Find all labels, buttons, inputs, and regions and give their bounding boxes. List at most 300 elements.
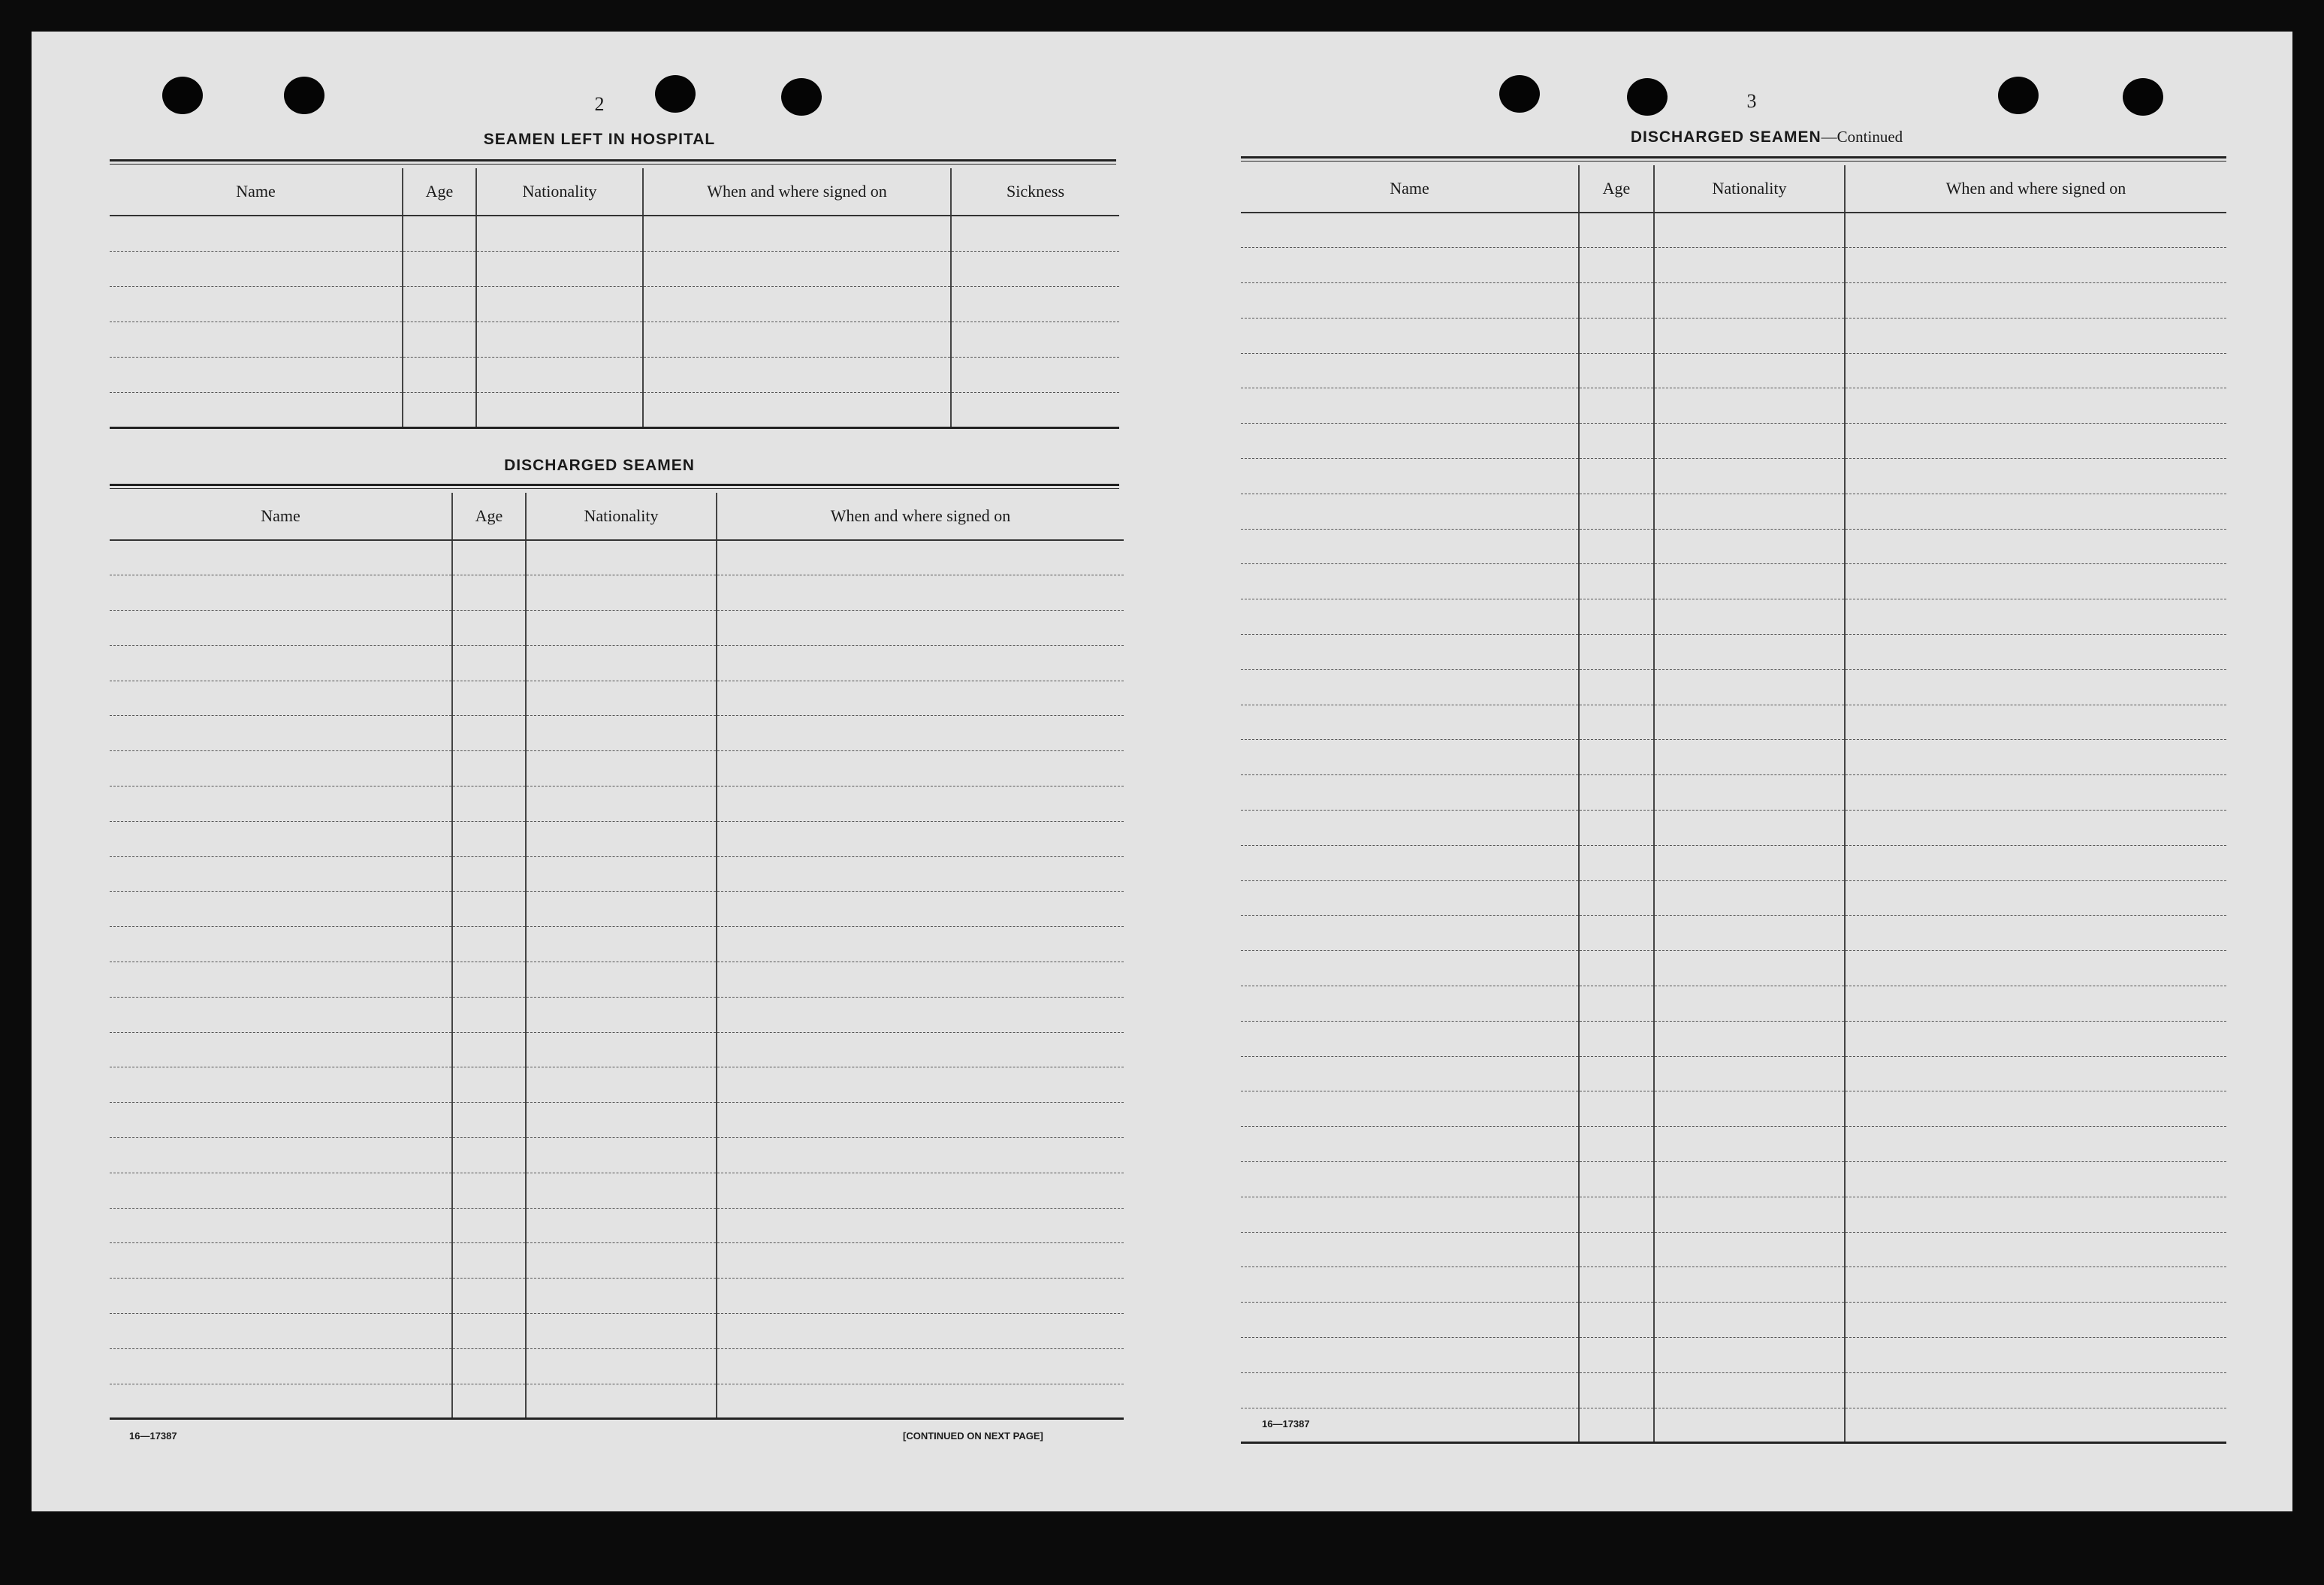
table-cell[interactable] [1241,635,1579,670]
table-cell[interactable] [526,1173,717,1208]
table-cell[interactable] [1654,951,1845,986]
table-row [1241,916,2226,951]
table-cell[interactable] [1579,986,1654,1022]
table-cell[interactable] [526,821,717,856]
table-cell[interactable] [1845,599,2226,635]
table-cell[interactable] [1845,669,2226,705]
table-cell[interactable] [1241,1267,1579,1303]
table-cell[interactable] [476,357,643,392]
table-cell[interactable] [1845,775,2226,811]
table-cell[interactable] [1654,248,1845,283]
table-cell[interactable] [452,821,526,856]
table-cell[interactable] [1241,1056,1579,1091]
table-cell[interactable] [110,1208,452,1243]
table-cell[interactable] [452,856,526,892]
table-cell[interactable] [452,540,526,575]
table-cell[interactable] [1654,1338,1845,1373]
table-cell[interactable] [1579,916,1654,951]
table-cell[interactable] [110,611,452,646]
table-cell[interactable] [1579,880,1654,916]
table-cell[interactable] [452,575,526,611]
table-cell[interactable] [951,216,1119,251]
table-cell[interactable] [717,1103,1124,1138]
table-cell[interactable] [1579,1232,1654,1267]
table-cell[interactable] [717,962,1124,998]
table-cell[interactable] [1241,529,1579,564]
table-cell[interactable] [526,1138,717,1173]
table-cell[interactable] [717,1279,1124,1314]
table-cell[interactable] [1579,353,1654,388]
table-cell[interactable] [1654,599,1845,635]
table-cell[interactable] [1654,1372,1845,1408]
table-cell[interactable] [1845,740,2226,775]
table-cell[interactable] [717,786,1124,822]
table-cell[interactable] [403,216,476,251]
table-cell[interactable] [1241,494,1579,529]
table-cell[interactable] [1845,1021,2226,1056]
table-cell[interactable] [110,322,403,357]
table-cell[interactable] [1654,705,1845,740]
table-cell[interactable] [717,681,1124,716]
table-cell[interactable] [1579,318,1654,353]
table-row [1241,669,2226,705]
table-cell[interactable] [110,357,403,392]
form-sheet [32,32,2292,1511]
table-cell[interactable] [1845,1372,2226,1408]
table-cell[interactable] [1579,213,1654,248]
table-cell[interactable] [1654,775,1845,811]
table-cell[interactable] [476,251,643,286]
table-cell[interactable] [1241,599,1579,635]
table-cell[interactable] [1654,1232,1845,1267]
table-cell[interactable] [1654,1162,1845,1197]
table-cell[interactable] [452,927,526,962]
table-cell[interactable] [110,751,452,786]
page-number: 2 [594,93,605,115]
table-cell[interactable] [717,645,1124,681]
table-cell[interactable] [1241,845,1579,880]
table-cell[interactable] [1654,283,1845,319]
table-cell[interactable] [1654,1197,1845,1232]
table-cell[interactable] [110,251,403,286]
table-cell[interactable] [526,1243,717,1279]
table-cell[interactable] [1579,459,1654,494]
table-cell[interactable] [526,786,717,822]
table-cell[interactable] [951,251,1119,286]
table-cell[interactable] [717,751,1124,786]
table-cell[interactable] [717,1032,1124,1067]
table-cell[interactable] [1845,424,2226,459]
table-cell[interactable] [110,716,452,751]
table-cell[interactable] [1241,1197,1579,1232]
table-cell[interactable] [717,540,1124,575]
table-cell[interactable] [717,1138,1124,1173]
table-cell[interactable] [110,216,403,251]
table-cell[interactable] [403,357,476,392]
table-cell[interactable] [643,357,951,392]
table-cell[interactable] [1579,669,1654,705]
table-cell[interactable] [1845,1267,2226,1303]
table-cell[interactable] [717,997,1124,1032]
table-cell[interactable] [1845,811,2226,846]
table-cell[interactable] [1654,529,1845,564]
table-cell[interactable] [452,1103,526,1138]
table-cell[interactable] [110,286,403,322]
table-cell[interactable] [1654,388,1845,424]
table-cell[interactable] [452,892,526,927]
table-cell[interactable] [1579,951,1654,986]
table-cell[interactable] [110,392,403,427]
table-cell[interactable] [110,927,452,962]
table-cell[interactable] [526,892,717,927]
table-cell[interactable] [1241,1338,1579,1373]
table-cell[interactable] [1845,388,2226,424]
table-cell[interactable] [1579,494,1654,529]
table-cell[interactable] [1654,1267,1845,1303]
table-cell[interactable] [717,1348,1124,1384]
table-row [110,611,1124,646]
table-cell[interactable] [1241,1162,1579,1197]
table-cell[interactable] [1654,880,1845,916]
table-cell[interactable] [1654,986,1845,1022]
table-cell[interactable] [1579,248,1654,283]
hospital-table [110,168,1119,429]
table-cell[interactable] [1579,1127,1654,1162]
table-cell[interactable] [1579,1056,1654,1091]
table-cell[interactable] [403,392,476,427]
table-cell[interactable] [110,1032,452,1067]
table-cell[interactable] [1654,635,1845,670]
table-cell[interactable] [1579,1267,1654,1303]
table-cell[interactable] [1579,1021,1654,1056]
table-cell[interactable] [1654,494,1845,529]
table-cell[interactable] [110,1067,452,1103]
table-row [1241,283,2226,319]
table-row [110,1138,1124,1173]
table-cell[interactable] [110,997,452,1032]
title-rule [1241,156,2226,162]
table-cell[interactable] [1241,1091,1579,1127]
table-cell[interactable] [717,1243,1124,1279]
table-cell[interactable] [452,1067,526,1103]
table-cell[interactable] [1241,880,1579,916]
table-cell[interactable] [1654,1303,1845,1338]
table-cell[interactable] [110,1138,452,1173]
table-row [1241,1056,2226,1091]
table-cell[interactable] [110,1314,452,1349]
table-cell[interactable] [1845,564,2226,599]
table-cell[interactable] [110,681,452,716]
table-cell[interactable] [452,716,526,751]
table-cell[interactable] [1845,248,2226,283]
table-cell[interactable] [452,1208,526,1243]
table-cell[interactable] [1654,424,1845,459]
hospital-section-title: SEAMEN LEFT IN HOSPITAL [483,131,716,148]
table-row [1241,1162,2226,1197]
table-cell[interactable] [526,1384,717,1419]
table-row [110,216,1119,251]
table-cell[interactable] [1654,811,1845,846]
table-row [1241,424,2226,459]
table-cell[interactable] [1241,705,1579,740]
table-cell[interactable] [1654,459,1845,494]
column-header: Age [452,493,526,540]
table-cell[interactable] [1241,1021,1579,1056]
table-cell[interactable] [452,1138,526,1173]
table-cell[interactable] [110,962,452,998]
table-cell[interactable] [1845,459,2226,494]
table-cell[interactable] [526,1208,717,1243]
table-cell[interactable] [452,962,526,998]
table-cell[interactable] [717,575,1124,611]
table-cell[interactable] [526,856,717,892]
table-cell[interactable] [1241,248,1579,283]
table-cell[interactable] [1241,459,1579,494]
table-cell[interactable] [951,286,1119,322]
table-cell[interactable] [452,1032,526,1067]
table-cell[interactable] [1654,1127,1845,1162]
table-cell[interactable] [110,786,452,822]
table-cell[interactable] [452,1173,526,1208]
table-cell[interactable] [1579,1197,1654,1232]
table-cell[interactable] [1845,1338,2226,1373]
table-row [1241,1232,2226,1267]
table-cell[interactable] [1845,1232,2226,1267]
table-cell[interactable] [403,251,476,286]
table-cell[interactable] [1241,1372,1579,1408]
table-cell[interactable] [526,751,717,786]
table-cell[interactable] [1845,1408,2226,1443]
table-cell[interactable] [526,1348,717,1384]
table-cell[interactable] [526,962,717,998]
table-cell[interactable] [1241,318,1579,353]
table-row [1241,1303,2226,1338]
table-cell[interactable] [1845,635,2226,670]
table-cell[interactable] [110,540,452,575]
table-cell[interactable] [1845,1056,2226,1091]
table-cell[interactable] [526,1314,717,1349]
table-cell[interactable] [1241,1127,1579,1162]
table-cell[interactable] [476,322,643,357]
table-cell[interactable] [110,1384,452,1419]
table-cell[interactable] [1654,669,1845,705]
table-cell[interactable] [717,927,1124,962]
table-cell[interactable] [717,1384,1124,1419]
table-cell[interactable] [526,716,717,751]
table-cell[interactable] [110,1103,452,1138]
table-cell[interactable] [1654,1091,1845,1127]
table-cell[interactable] [1579,740,1654,775]
table-cell[interactable] [951,322,1119,357]
table-cell[interactable] [476,392,643,427]
table-cell[interactable] [1654,1408,1845,1443]
table-cell[interactable] [1845,1127,2226,1162]
punch-hole [781,78,822,116]
table-cell[interactable] [1579,1162,1654,1197]
table-cell[interactable] [1654,213,1845,248]
table-cell[interactable] [110,1243,452,1279]
table-cell[interactable] [1579,1338,1654,1373]
table-cell[interactable] [110,892,452,927]
table-cell[interactable] [1579,1303,1654,1338]
table-cell[interactable] [717,892,1124,927]
table-cell[interactable] [1579,845,1654,880]
table-cell[interactable] [526,1279,717,1314]
table-cell[interactable] [1845,283,2226,319]
table-cell[interactable] [1579,635,1654,670]
table-cell[interactable] [452,997,526,1032]
table-cell[interactable] [1579,388,1654,424]
table-cell[interactable] [1241,986,1579,1022]
table-cell[interactable] [1845,705,2226,740]
table-cell[interactable] [526,997,717,1032]
table-cell[interactable] [1845,951,2226,986]
table-cell[interactable] [1241,951,1579,986]
table-cell[interactable] [110,1279,452,1314]
table-cell[interactable] [1654,916,1845,951]
table-cell[interactable] [643,392,951,427]
punch-hole [1998,77,2039,114]
table-cell[interactable] [1845,1197,2226,1232]
table-cell[interactable] [1845,880,2226,916]
table-cell[interactable] [717,1173,1124,1208]
discharged-section-title: DISCHARGED SEAMEN [504,457,695,474]
table-cell[interactable] [1579,1372,1654,1408]
table-cell[interactable] [526,681,717,716]
column-header: Sickness [951,168,1119,216]
table-cell[interactable] [1241,1232,1579,1267]
table-cell[interactable] [1579,811,1654,846]
table-cell[interactable] [452,1314,526,1349]
table-cell[interactable] [1845,916,2226,951]
table-cell[interactable] [717,1208,1124,1243]
table-cell[interactable] [1579,283,1654,319]
table-cell[interactable] [110,575,452,611]
table-cell[interactable] [643,251,951,286]
table-cell[interactable] [1241,775,1579,811]
table-cell[interactable] [110,645,452,681]
table-cell[interactable] [526,1067,717,1103]
table-cell[interactable] [717,716,1124,751]
table-cell[interactable] [1579,775,1654,811]
table-cell[interactable] [452,1243,526,1279]
table-cell[interactable] [643,322,951,357]
table-cell[interactable] [1654,564,1845,599]
table-cell[interactable] [1845,1162,2226,1197]
table-cell[interactable] [403,286,476,322]
table-cell[interactable] [951,392,1119,427]
table-cell[interactable] [1579,1091,1654,1127]
table-cell[interactable] [1241,916,1579,951]
table-row [110,251,1119,286]
table-cell[interactable] [1241,213,1579,248]
table-cell[interactable] [717,856,1124,892]
table-cell[interactable] [476,286,643,322]
table-cell[interactable] [1241,353,1579,388]
table-cell[interactable] [717,821,1124,856]
table-cell[interactable] [476,216,643,251]
table-cell[interactable] [1654,318,1845,353]
table-cell[interactable] [643,216,951,251]
table-row [110,1032,1124,1067]
table-cell[interactable] [526,611,717,646]
table-cell[interactable] [1845,318,2226,353]
table-cell[interactable] [452,751,526,786]
table-cell[interactable] [1241,424,1579,459]
table-cell[interactable] [526,1032,717,1067]
table-cell[interactable] [452,786,526,822]
table-row [1241,1091,2226,1127]
table-cell[interactable] [1845,213,2226,248]
continued-note: [CONTINUED ON NEXT PAGE] [903,1430,1043,1442]
table-cell[interactable] [452,1279,526,1314]
table-row [1241,1372,2226,1408]
table-cell[interactable] [1579,529,1654,564]
table-cell[interactable] [452,611,526,646]
table-cell[interactable] [526,540,717,575]
table-cell[interactable] [1241,388,1579,424]
table-cell[interactable] [1845,494,2226,529]
table-cell[interactable] [1579,599,1654,635]
table-cell[interactable] [452,1384,526,1419]
table-cell[interactable] [526,1103,717,1138]
table-cell[interactable] [1845,1303,2226,1338]
table-cell[interactable] [951,357,1119,392]
punch-hole [1627,78,1668,116]
table-cell[interactable] [1654,1056,1845,1091]
table-cell[interactable] [1241,1303,1579,1338]
table-cell[interactable] [452,681,526,716]
table-cell[interactable] [1845,986,2226,1022]
table-cell[interactable] [1654,845,1845,880]
table-cell[interactable] [1845,529,2226,564]
table-row [1241,248,2226,283]
table-cell[interactable] [1241,564,1579,599]
table-cell[interactable] [717,1314,1124,1349]
table-cell[interactable] [717,1067,1124,1103]
table-cell[interactable] [452,1348,526,1384]
table-cell[interactable] [1654,740,1845,775]
table-cell[interactable] [1845,845,2226,880]
table-cell[interactable] [717,611,1124,646]
table-cell[interactable] [1241,811,1579,846]
table-cell[interactable] [1654,353,1845,388]
table-cell[interactable] [110,1348,452,1384]
table-cell[interactable] [526,645,717,681]
table-cell[interactable] [1654,1021,1845,1056]
table-cell[interactable] [1579,1408,1654,1443]
table-cell[interactable] [1579,564,1654,599]
table-cell[interactable] [1241,669,1579,705]
table-row [110,821,1124,856]
table-cell[interactable] [110,856,452,892]
table-cell[interactable] [452,645,526,681]
table-cell[interactable] [1579,705,1654,740]
table-row [1241,388,2226,424]
table-cell[interactable] [643,286,951,322]
table-cell[interactable] [110,821,452,856]
table-cell[interactable] [110,1173,452,1208]
table-cell[interactable] [526,575,717,611]
table-cell[interactable] [1579,424,1654,459]
table-row [110,1208,1124,1243]
table-cell[interactable] [1845,353,2226,388]
table-cell[interactable] [1845,1091,2226,1127]
table-cell[interactable] [1241,283,1579,319]
table-cell[interactable] [403,322,476,357]
table-cell[interactable] [526,927,717,962]
table-cell[interactable] [1241,740,1579,775]
